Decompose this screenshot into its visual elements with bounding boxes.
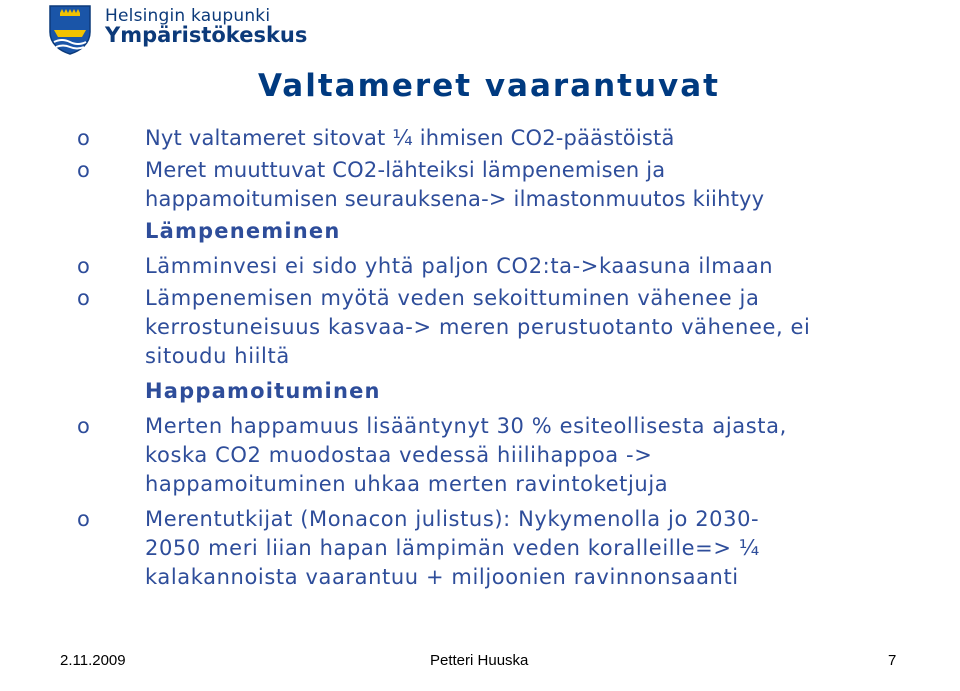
bullet-icon: o	[77, 126, 90, 150]
list-item	[0, 410, 960, 442]
text-line: Nyt valtameret sitovat ¼ ihmisen CO2-päästöistä	[145, 126, 675, 150]
text-line: happamoitumisen seurauksena-> ilmastonmuutos kiihtyy	[145, 187, 765, 211]
bullet-icon: o	[77, 158, 90, 182]
footer-author: Petteri Huuska	[430, 652, 529, 669]
text-line: kalakannoista vaarantuu + miljoonien ravinnonsaanti	[145, 565, 739, 589]
slide-title: Valtameret vaarantuvat	[258, 68, 720, 104]
list-item-continuation	[0, 561, 960, 593]
list-item-continuation	[0, 439, 960, 471]
section-heading-acidification: Happamoituminen	[145, 379, 381, 403]
list-item-continuation	[0, 340, 960, 372]
org-name-city: Helsingin kaupunki	[105, 6, 271, 26]
text-line: 2050 meri liian hapan lämpimän veden koralleille=> ¼	[145, 536, 760, 560]
page-number: 7	[888, 652, 897, 669]
helsinki-crest-icon	[48, 4, 92, 56]
list-item	[0, 282, 960, 314]
text-line: kerrostuneisuus kasvaa-> meren perustuotanto vähenee, ei	[145, 315, 811, 339]
list-item	[0, 154, 960, 186]
list-item	[0, 122, 960, 154]
text-line: Meret muuttuvat CO2-lähteiksi lämpenemisen ja	[145, 158, 666, 182]
section-heading-row	[0, 215, 960, 247]
logo	[38, 2, 328, 54]
text-line: sitoudu hiiltä	[145, 344, 290, 368]
text-line: Merten happamuus lisääntynyt 30 % esiteollisesta ajasta,	[145, 414, 787, 438]
bullet-icon: o	[77, 286, 90, 310]
text-line: Lämminvesi ei sido yhtä paljon CO2:ta->kaasuna ilmaan	[145, 254, 774, 278]
list-item	[0, 250, 960, 282]
list-item-continuation	[0, 311, 960, 343]
text-line: koska CO2 muodostaa vedessä hiilihappoa ->	[145, 443, 653, 467]
slide-content	[0, 122, 960, 602]
section-heading-warming: Lämpeneminen	[145, 219, 341, 243]
text-line: Merentutkijat (Monacon julistus): Nykymenolla jo 2030-	[145, 507, 760, 531]
list-item	[0, 503, 960, 535]
bullet-icon: o	[77, 414, 90, 438]
footer-date: 2.11.2009	[60, 652, 126, 669]
text-line: Lämpenemisen myötä veden sekoittuminen vähenee ja	[145, 286, 760, 310]
bullet-icon: o	[77, 507, 90, 531]
list-item-continuation	[0, 532, 960, 564]
section-heading-row	[0, 375, 960, 407]
bullet-icon: o	[77, 254, 90, 278]
list-item-continuation	[0, 468, 960, 500]
org-name-department: Ympäristökeskus	[105, 23, 308, 47]
list-item-continuation	[0, 183, 960, 215]
text-line: happamoituminen uhkaa merten ravintoketjuja	[145, 472, 669, 496]
